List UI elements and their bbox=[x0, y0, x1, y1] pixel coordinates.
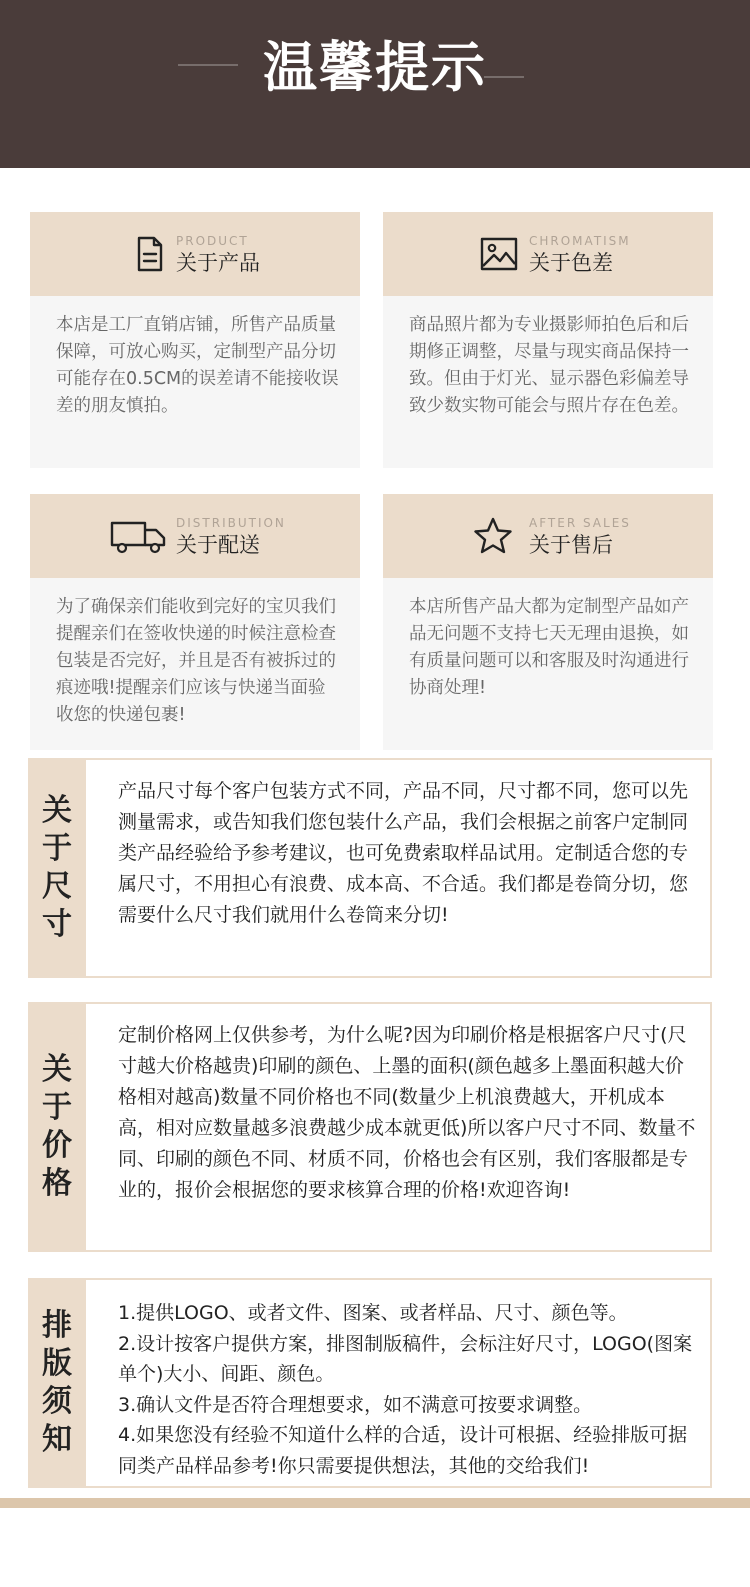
section-layout-notes bbox=[28, 1278, 712, 1488]
section-label bbox=[28, 1002, 86, 1252]
decorative-line bbox=[484, 76, 524, 78]
star-icon bbox=[473, 516, 513, 556]
section-body: 产品尺寸每个客户包装方式不同，产品不同，尺寸都不同，您可以先测量需求，或告知我们您包装什么产品，我们会根据之前客户定制同类产品经验给予参考建议，也可免费索取样品试用。定制适合您的专属尺寸，不用担心有浪费、成本高、不合适。我们都是卷筒分切，您需要什么尺寸我们就用什么卷筒来分切! bbox=[118, 780, 689, 926]
list-item: 3.确认文件是否符合理想要求，如不满意可按要求调整。 bbox=[118, 1393, 593, 1416]
card-title: 关于售后 bbox=[529, 533, 613, 557]
card-title: 关于产品 bbox=[176, 251, 260, 275]
card-header bbox=[30, 212, 360, 296]
card-chromatism bbox=[383, 212, 713, 468]
card-body: 为了确保亲们能收到完好的宝贝我们提醒亲们在签收快递的时候注意检查包装是否完好，并且是否有被拆过的痕迹哦!提醒亲们应该与快递当面验收您的快递包裹! bbox=[30, 578, 360, 750]
card-subtitle: AFTER SALES bbox=[529, 516, 631, 530]
page-title: 温馨提示 bbox=[263, 36, 487, 99]
section-list bbox=[118, 1298, 696, 1481]
card-body: 本店所售产品大都为定制型产品如产品无问题不支持七天无理由退换，如有质量问题可以和客服及时沟通进行协商处理! bbox=[383, 578, 713, 750]
card-title: 关于配送 bbox=[176, 533, 260, 557]
card-after-sales bbox=[383, 494, 713, 750]
card-header bbox=[30, 494, 360, 578]
truck-icon bbox=[110, 516, 168, 556]
section-label-text: 排版须知 bbox=[42, 1308, 72, 1457]
section-label-text: 关于尺寸 bbox=[42, 793, 72, 942]
card-header bbox=[383, 494, 713, 578]
section-body: 定制价格网上仅供参考，为什么呢?因为印刷价格是根据客户尺寸(尺寸越大价格越贵)印刷的颜色、上墨的面积(颜色越多上墨面积越大价格相对越高)数量不同价格也不同(数量少上机浪费越大，开机成本高，相对应数量越多浪费越少成本就更低)所以客户尺寸不同、数量不同、印刷的颜色不同、材质不同，价格也会有区别，我们客服都是专业的，报价会根据您的要求核算合理的价格!欢迎咨询! bbox=[118, 1024, 696, 1201]
decorative-line bbox=[178, 64, 238, 66]
card-subtitle: CHROMATISM bbox=[529, 234, 631, 248]
section-price bbox=[28, 1002, 712, 1252]
card-product bbox=[30, 212, 360, 468]
card-body: 商品照片都为专业摄影师拍色后和后期修正调整，尽量与现实商品保持一致。但由于灯光、显示器色彩偏差导致少数实物可能会与照片存在色差。 bbox=[383, 296, 713, 468]
section-label bbox=[28, 758, 86, 978]
list-item: 2.设计按客户提供方案，排图制版稿件，会标注好尺寸，LOGO(图案单个)大小、间距、颜色。 bbox=[118, 1332, 693, 1385]
card-body: 本店是工厂直销店铺，所售产品质量保障，可放心购买，定制型产品分切可能存在0.5CM的误差请不能接收误差的朋友慎拍。 bbox=[30, 296, 360, 468]
list-item: 4.如果您没有经验不知道什么样的合适，设计可根据、经验排版可据同类产品样品参考!你只需要提供想法，其他的交给我们! bbox=[118, 1424, 688, 1477]
header-banner bbox=[0, 0, 750, 168]
picture-icon bbox=[479, 234, 519, 274]
card-title: 关于色差 bbox=[529, 251, 613, 275]
card-distribution bbox=[30, 494, 360, 750]
section-size bbox=[28, 758, 712, 978]
section-label bbox=[28, 1278, 86, 1488]
footer-divider bbox=[0, 1498, 750, 1508]
card-subtitle: PRODUCT bbox=[176, 234, 249, 248]
card-subtitle: DISTRIBUTION bbox=[176, 516, 286, 530]
section-label-text: 关于价格 bbox=[42, 1052, 72, 1201]
list-item: 1.提供LOGO、或者文件、图案、或者样品、尺寸、颜色等。 bbox=[118, 1302, 628, 1324]
card-header bbox=[383, 212, 713, 296]
document-icon bbox=[130, 234, 170, 274]
